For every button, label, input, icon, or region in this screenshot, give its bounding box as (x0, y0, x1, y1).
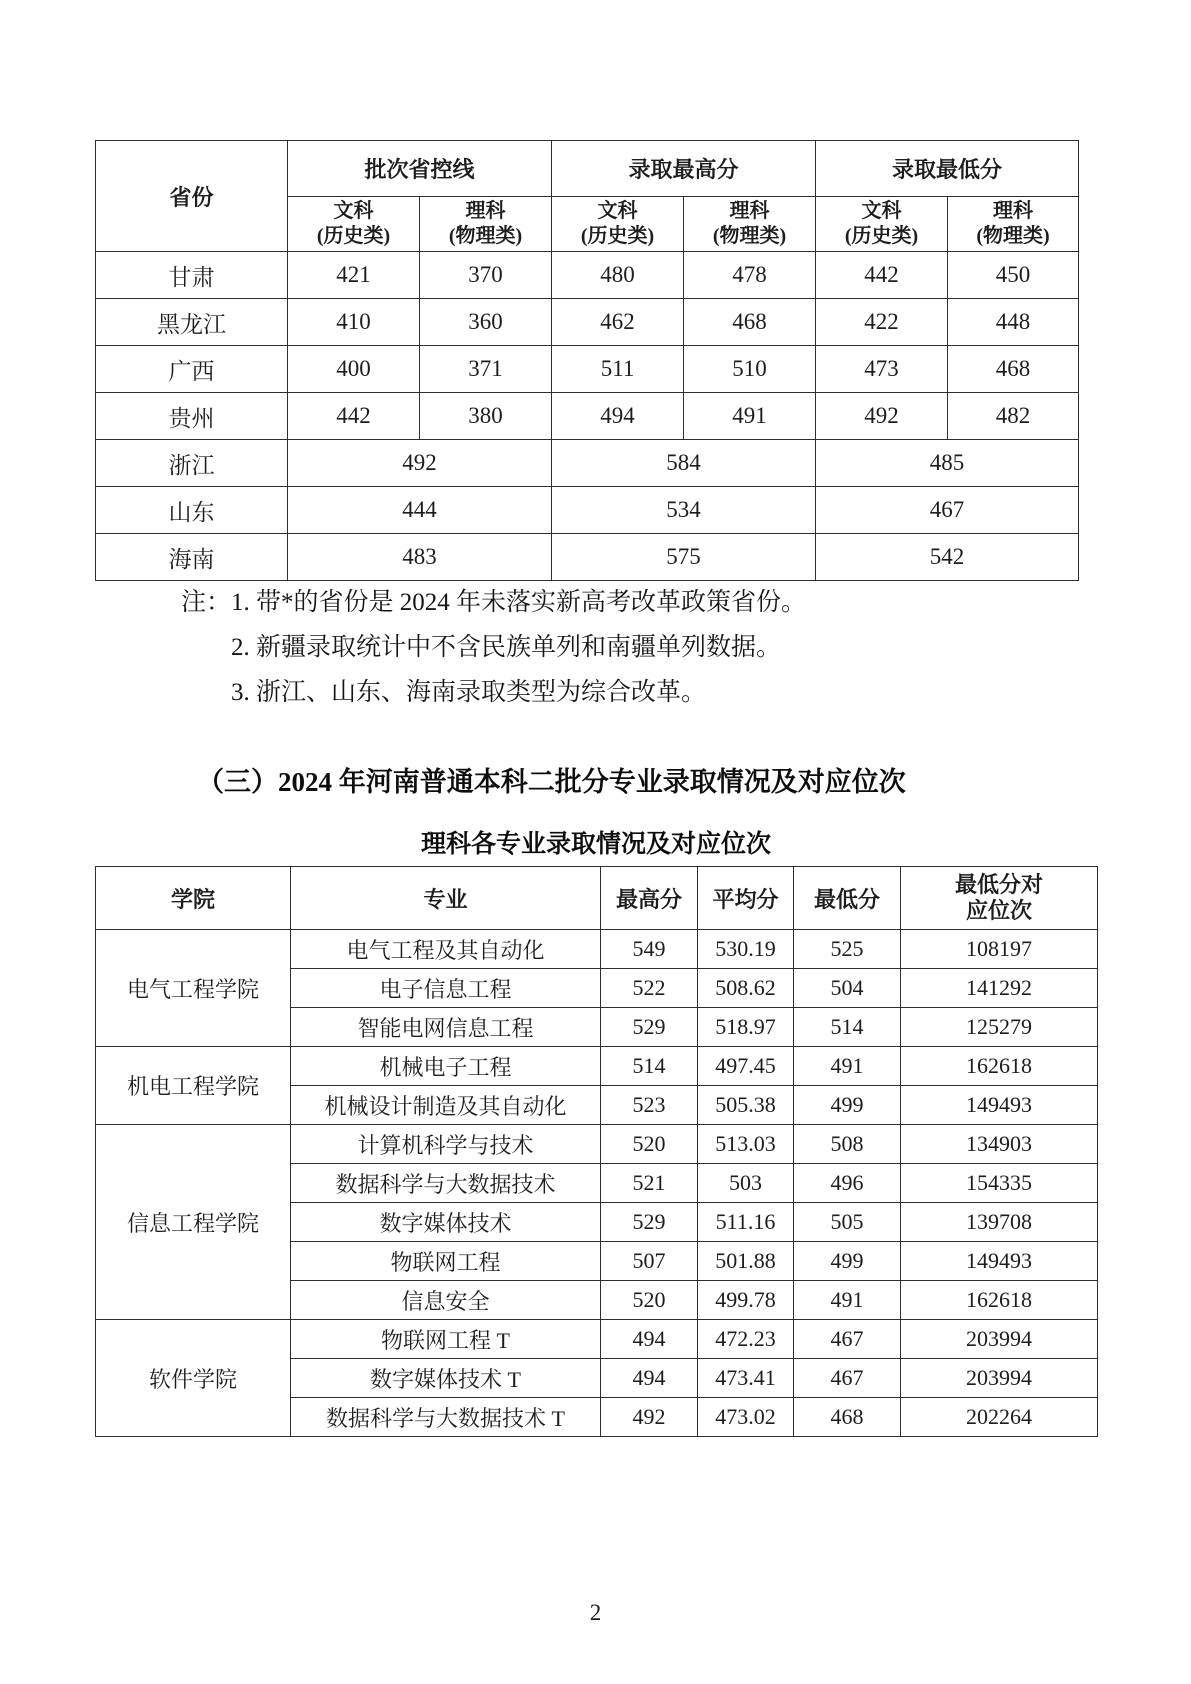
cell-rank: 202264 (901, 1398, 1098, 1437)
table-row (96, 346, 1079, 393)
cell-rank: 125279 (901, 1008, 1098, 1047)
cell-major: 机械设计制造及其自动化 (291, 1086, 601, 1125)
page-number: 2 (589, 1600, 602, 1625)
section-heading: （三）2024 年河南普通本科二批分专业录取情况及对应位次 (197, 767, 906, 797)
note-item: 3. 浙江、山东、海南录取类型为综合改革。 (231, 679, 707, 706)
cell-max-score: 520 (601, 1125, 698, 1164)
header-avg-score: 平均分 (698, 867, 794, 930)
table-row (96, 252, 1079, 299)
cell-score: 410 (288, 299, 420, 346)
cell-max-score: 522 (601, 969, 698, 1008)
table-row (96, 487, 1079, 534)
cell-score: 478 (684, 252, 816, 299)
cell-max-score: 492 (601, 1398, 698, 1437)
cell-score: 422 (816, 299, 948, 346)
header-max-score: 录取最高分 (552, 141, 816, 197)
cell-avg-score: 511.16 (698, 1203, 794, 1242)
cell-avg-score: 503 (698, 1164, 794, 1203)
note-item: 2. 新疆录取统计中不含民族单列和南疆单列数据。 (231, 634, 782, 661)
cell-avg-score: 508.62 (698, 969, 794, 1008)
cell-score: 485 (816, 440, 1079, 487)
cell-score: 483 (288, 534, 552, 581)
cell-min-score: 467 (794, 1320, 901, 1359)
cell-score: 442 (816, 252, 948, 299)
cell-avg-score: 530.19 (698, 930, 794, 969)
cell-max-score: 507 (601, 1242, 698, 1281)
cell-score: 584 (552, 440, 816, 487)
note-item: 注：1. 带*的省份是 2024 年未落实新高考改革政策省份。 (181, 589, 807, 616)
cell-max-score: 494 (601, 1320, 698, 1359)
header-liberal-arts: 文科 (历史类) (816, 197, 948, 252)
cell-min-score: 499 (794, 1242, 901, 1281)
header-min-score: 录取最低分 (816, 141, 1079, 197)
cell-score: 468 (684, 299, 816, 346)
cell-rank: 108197 (901, 930, 1098, 969)
table-row (96, 1047, 1098, 1086)
cell-rank: 149493 (901, 1086, 1098, 1125)
header-max-score: 最高分 (601, 867, 698, 930)
header-liberal-arts: 文科 (历史类) (288, 197, 420, 252)
cell-major: 电气工程及其自动化 (291, 930, 601, 969)
cell-score: 542 (816, 534, 1079, 581)
cell-college: 电气工程学院 (96, 930, 291, 1047)
cell-max-score: 523 (601, 1086, 698, 1125)
cell-min-score: 491 (794, 1047, 901, 1086)
cell-major: 计算机科学与技术 (291, 1125, 601, 1164)
cell-province: 广西 (96, 346, 288, 393)
cell-province: 山东 (96, 487, 288, 534)
cell-avg-score: 505.38 (698, 1086, 794, 1125)
cell-score: 480 (552, 252, 684, 299)
cell-score: 371 (420, 346, 552, 393)
cell-min-score: 505 (794, 1203, 901, 1242)
cell-avg-score: 513.03 (698, 1125, 794, 1164)
cell-province: 海南 (96, 534, 288, 581)
table-row (96, 299, 1079, 346)
table-row (96, 393, 1079, 440)
cell-score: 360 (420, 299, 552, 346)
cell-score: 450 (948, 252, 1079, 299)
cell-college: 信息工程学院 (96, 1125, 291, 1320)
header-science: 理科 (物理类) (948, 197, 1079, 252)
header-control-line: 批次省控线 (288, 141, 552, 197)
major-admission-table (95, 866, 1098, 1437)
cell-major: 物联网工程 (291, 1242, 601, 1281)
cell-score: 467 (816, 487, 1079, 534)
cell-avg-score: 501.88 (698, 1242, 794, 1281)
cell-score: 380 (420, 393, 552, 440)
cell-min-score: 525 (794, 930, 901, 969)
cell-major: 数据科学与大数据技术 (291, 1164, 601, 1203)
cell-major: 电子信息工程 (291, 969, 601, 1008)
header-liberal-arts: 文科 (历史类) (552, 197, 684, 252)
cell-rank: 149493 (901, 1242, 1098, 1281)
table-title: 理科各专业录取情况及对应位次 (420, 831, 771, 858)
header-science: 理科 (物理类) (420, 197, 552, 252)
cell-avg-score: 473.02 (698, 1398, 794, 1437)
cell-rank: 134903 (901, 1125, 1098, 1164)
table-row (96, 440, 1079, 487)
table-row (96, 534, 1079, 581)
header-science: 理科 (物理类) (684, 197, 816, 252)
cell-major: 数据科学与大数据技术 T (291, 1398, 601, 1437)
notes-block (181, 580, 806, 715)
cell-max-score: 529 (601, 1008, 698, 1047)
cell-min-score: 514 (794, 1008, 901, 1047)
cell-major: 数字媒体技术 (291, 1203, 601, 1242)
cell-score: 462 (552, 299, 684, 346)
cell-score: 370 (420, 252, 552, 299)
cell-min-score: 496 (794, 1164, 901, 1203)
header-college: 学院 (96, 867, 291, 930)
cell-max-score: 494 (601, 1359, 698, 1398)
cell-rank: 162618 (901, 1047, 1098, 1086)
cell-rank: 141292 (901, 969, 1098, 1008)
cell-max-score: 529 (601, 1203, 698, 1242)
cell-score: 473 (816, 346, 948, 393)
cell-score: 482 (948, 393, 1079, 440)
cell-score: 511 (552, 346, 684, 393)
cell-rank: 154335 (901, 1164, 1098, 1203)
cell-avg-score: 472.23 (698, 1320, 794, 1359)
cell-score: 448 (948, 299, 1079, 346)
cell-score: 575 (552, 534, 816, 581)
cell-rank: 139708 (901, 1203, 1098, 1242)
cell-major: 信息安全 (291, 1281, 601, 1320)
cell-college: 软件学院 (96, 1320, 291, 1437)
cell-major: 智能电网信息工程 (291, 1008, 601, 1047)
cell-score: 491 (684, 393, 816, 440)
cell-score: 442 (288, 393, 420, 440)
cell-province: 黑龙江 (96, 299, 288, 346)
table-row (96, 1320, 1098, 1359)
header-min-rank: 最低分对 应位次 (901, 867, 1098, 930)
cell-max-score: 514 (601, 1047, 698, 1086)
cell-avg-score: 518.97 (698, 1008, 794, 1047)
cell-avg-score: 499.78 (698, 1281, 794, 1320)
cell-score: 494 (552, 393, 684, 440)
cell-rank: 162618 (901, 1281, 1098, 1320)
cell-min-score: 508 (794, 1125, 901, 1164)
cell-score: 444 (288, 487, 552, 534)
cell-min-score: 491 (794, 1281, 901, 1320)
table-header-row (96, 141, 1079, 197)
cell-college: 机电工程学院 (96, 1047, 291, 1125)
cell-major: 数字媒体技术 T (291, 1359, 601, 1398)
cell-max-score: 520 (601, 1281, 698, 1320)
cell-min-score: 468 (794, 1398, 901, 1437)
header-major: 专业 (291, 867, 601, 930)
cell-max-score: 549 (601, 930, 698, 969)
table-row (96, 930, 1098, 969)
cell-province: 浙江 (96, 440, 288, 487)
cell-score: 510 (684, 346, 816, 393)
cell-major: 机械电子工程 (291, 1047, 601, 1086)
cell-score: 421 (288, 252, 420, 299)
cell-score: 492 (816, 393, 948, 440)
cell-score: 534 (552, 487, 816, 534)
cell-rank: 203994 (901, 1359, 1098, 1398)
cell-min-score: 504 (794, 969, 901, 1008)
note-label: 注： (181, 589, 232, 616)
cell-score: 400 (288, 346, 420, 393)
cell-min-score: 467 (794, 1359, 901, 1398)
cell-major: 物联网工程 T (291, 1320, 601, 1359)
cell-score: 468 (948, 346, 1079, 393)
cell-avg-score: 473.41 (698, 1359, 794, 1398)
cell-province: 贵州 (96, 393, 288, 440)
cell-max-score: 521 (601, 1164, 698, 1203)
cell-min-score: 499 (794, 1086, 901, 1125)
province-admission-table (95, 140, 1079, 581)
cell-province: 甘肃 (96, 252, 288, 299)
cell-avg-score: 497.45 (698, 1047, 794, 1086)
header-min-score: 最低分 (794, 867, 901, 930)
cell-score: 492 (288, 440, 552, 487)
header-province: 省份 (96, 141, 288, 252)
table-row (96, 1125, 1098, 1164)
table-header-row (96, 867, 1098, 930)
cell-rank: 203994 (901, 1320, 1098, 1359)
